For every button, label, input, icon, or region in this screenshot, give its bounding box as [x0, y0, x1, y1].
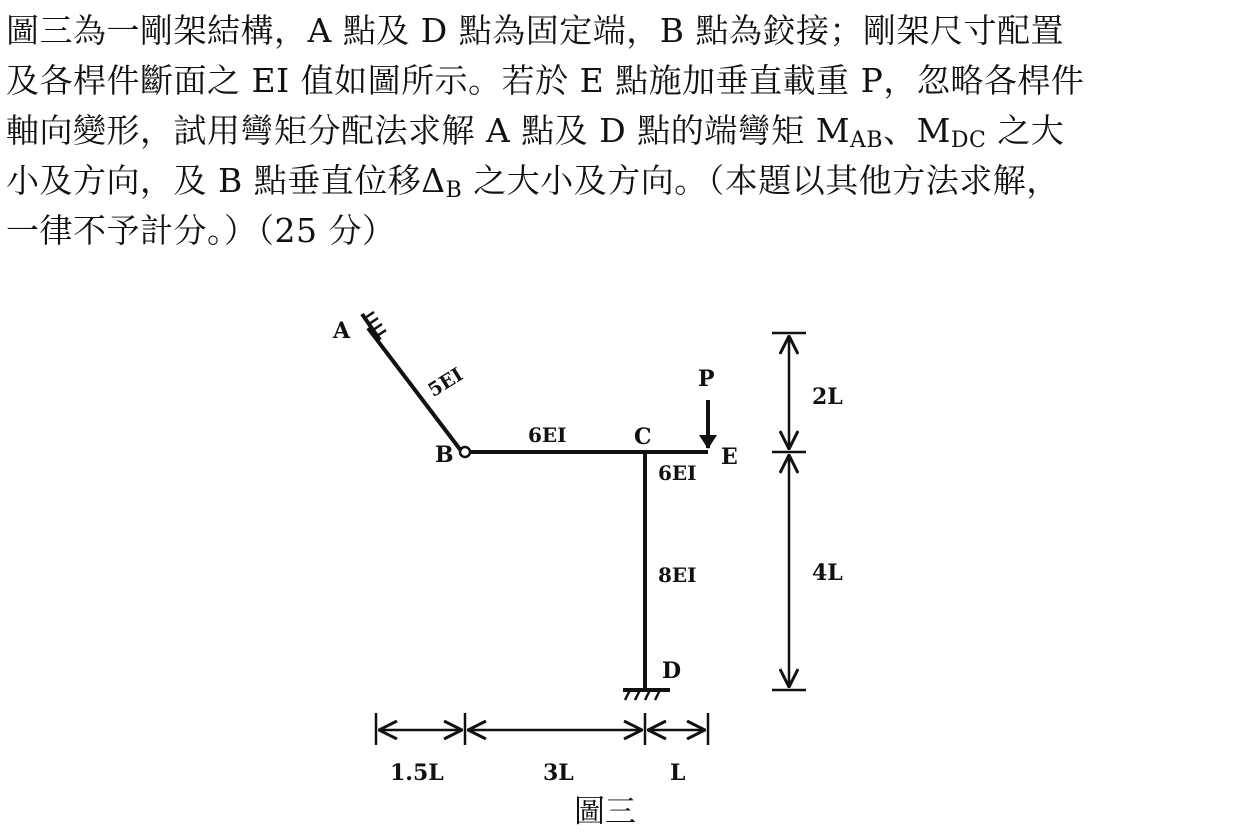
label-dim-1-5l: 1.5L [390, 760, 444, 786]
fixed-support-d [623, 690, 670, 700]
label-member-ab: 5EI [424, 363, 467, 402]
label-dim-2l: 2L [812, 384, 843, 410]
horizontal-dimensions [376, 713, 708, 745]
subscript-b: B [445, 178, 463, 203]
line3-text-b: 、M [883, 111, 951, 150]
problem-line-1: 圖三為一剛架結構，A 點及 D 點為固定端，B 點為鉸接；剛架尺寸配置 [6, 11, 1064, 50]
problem-line-2: 及各桿件斷面之 EI 值如圖所示。若於 E 點施加垂直載重 P，忽略各桿件 [6, 61, 1085, 100]
label-member-bc: 6EI [528, 423, 567, 447]
subscript-dc: DC [950, 128, 987, 153]
vertical-dimensions [772, 333, 806, 690]
label-point-a: A [333, 318, 351, 344]
label-dim-3l: 3L [543, 760, 574, 786]
line3-text-c: 之大 [986, 111, 1065, 150]
line3-text-a: 軸向變形，試用彎矩分配法求解 A 點及 D 點的端彎矩 M [6, 111, 851, 150]
label-point-d: D [662, 658, 682, 684]
label-point-e: E [721, 444, 738, 470]
label-dim-l: L [670, 760, 686, 786]
figure-caption: 圖三 [574, 794, 636, 830]
subscript-ab: AB [850, 128, 884, 153]
label-point-c: C [634, 424, 652, 450]
label-member-ce: 6EI [658, 461, 697, 485]
label-load-p: P [698, 366, 715, 392]
line4-text-a: 小及方向，及 B 點垂直位移Δ [6, 161, 446, 200]
hinge-b [460, 447, 470, 457]
problem-line-5: 一律不予計分。）（25 分） [6, 211, 396, 250]
line4-text-b: 之大小及方向。（本題以其他方法求解， [462, 161, 1060, 200]
label-member-cd: 8EI [658, 563, 697, 587]
label-point-b: B [435, 442, 454, 468]
label-dim-4l: 4L [812, 560, 843, 586]
